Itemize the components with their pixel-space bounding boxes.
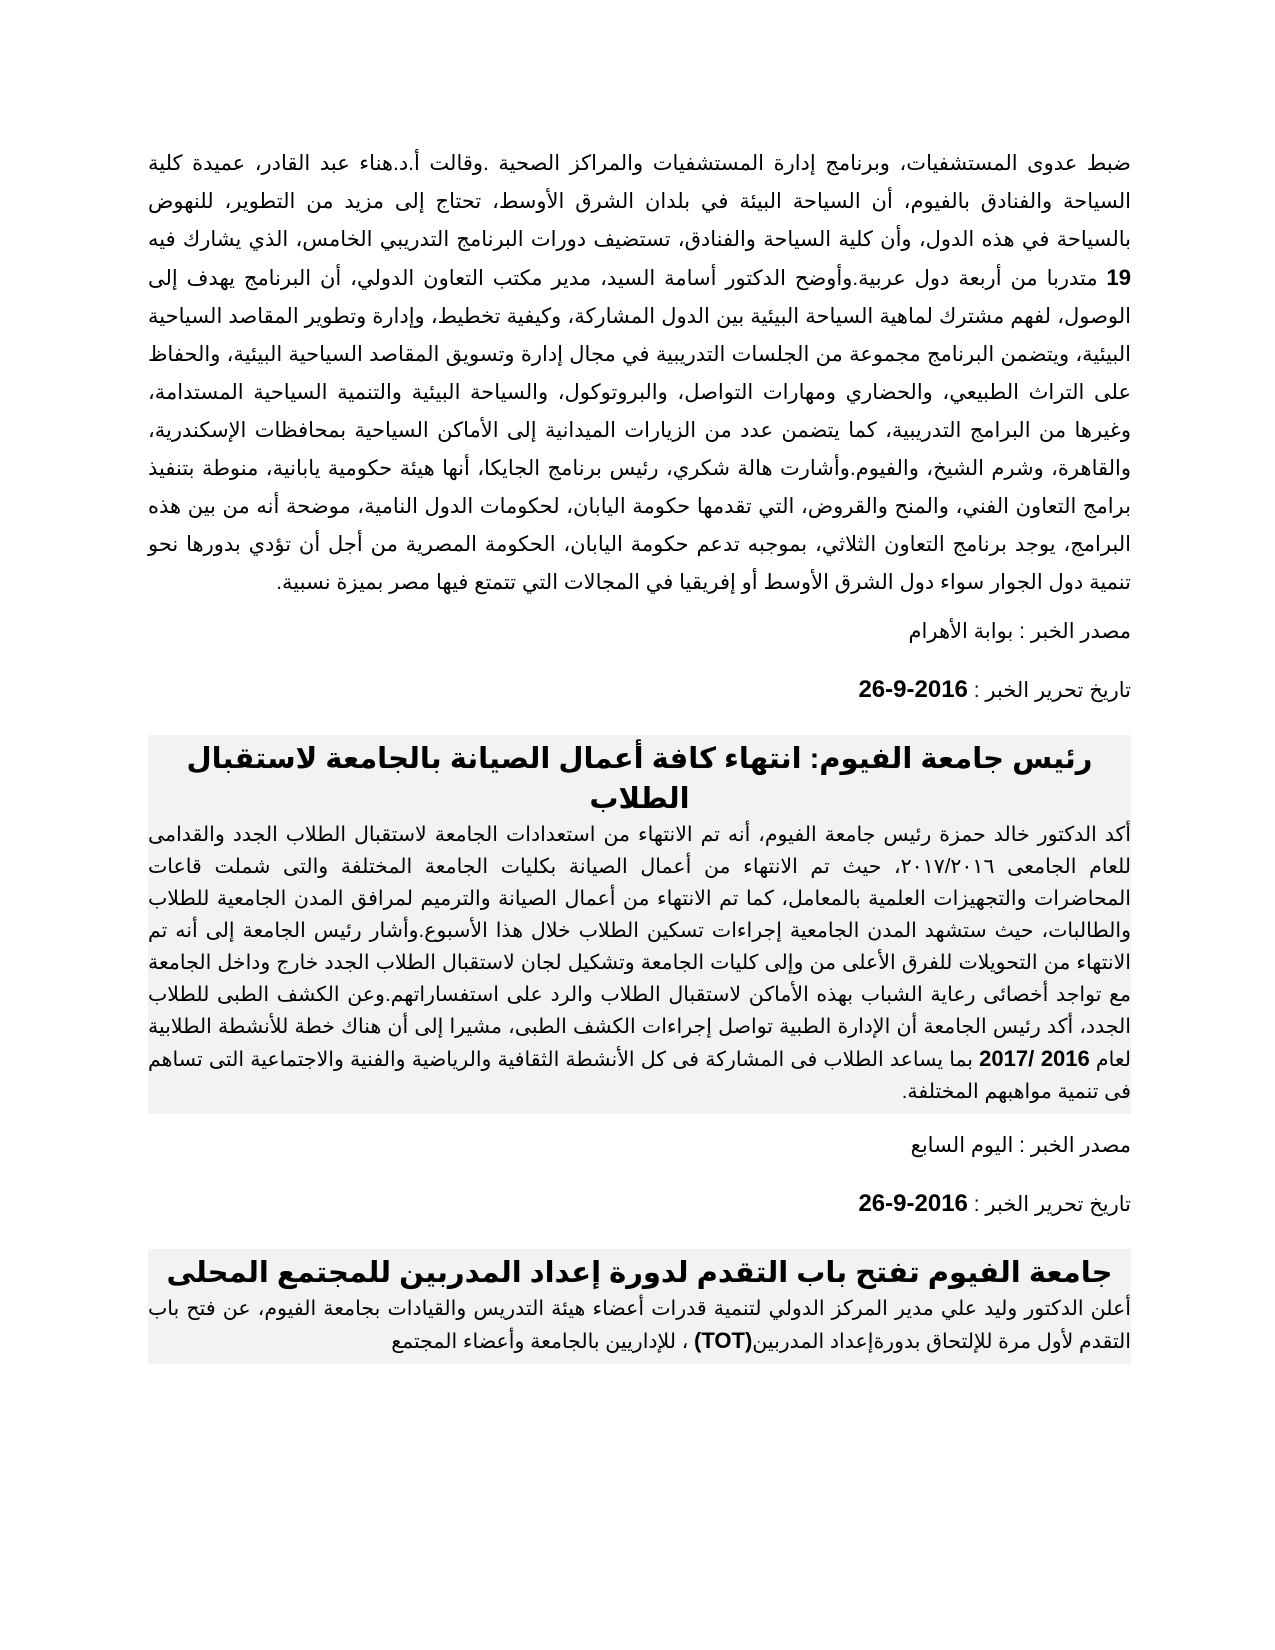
article2-body: أكد الدكتور خالد حمزة رئيس جامعة الفيوم، أنه تم الانتهاء من استعدادات الجامعة لاستقبال الطلاب الجدد والقدامى للعام الجامعى ٢٠١٧/٢٠١٦، حيث تم الانتهاء من أعمال الصيانة بكليات الجامعة المختلفة والتى شملت قاعات المحاضرات والتجهيزات العلمية بالمعامل، كما تم الانتهاء من أعمال الصيانة والترميم لمرافق المدن الجامعية للطلاب والطالبات، حيث ستشهد المدن الجامعية إجراءات تسكين الطلاب خلال هذا الأسبوع.وأشار رئيس الجامعة إلى أنه تم الانتهاء من التحويلات للفرق الأعلى من وإلى كليات الجامعة وتشكيل لجان لاستقبال الطلاب الجدد خارج وداخل الجامعة مع تواجد أخصائى رعاية الشباب بهذه الأماكن لاستقبال الطلاب والرد على استفساراتهم.وعن الكشف الطبى للطلاب الجدد، أكد رئيس الجامعة أن الإدارة الطبية تواصل إجراءات الكشف الطبى، مشيرا إلى أن هناك خطة للأنشطة الطلابية لعام 2016 /2017 بما يساعد الطلاب فى المشاركة فى كل الأنشطة الثقافية والرياضية والفنية والاجتماعية التى تساهم فى تنمية مواهبهم المختلفة.	[148, 823, 1131, 1103]
article2-title: رئيس جامعة الفيوم: انتهاء كافة أعمال الصيانة بالجامعة لاستقبال الطلاب	[186, 743, 1093, 815]
article1-source: مصدر الخبر : بوابة الأهرام	[908, 620, 1131, 643]
academic-year: 2016 /2017	[979, 1046, 1090, 1071]
article3-body: أعلن الدكتور وليد علي مدير المركز الدولي لتنمية قدرات أعضاء هيئة التدريس والقيادات بجامعة الفيوم، عن فتح باب التقدم لأول مرة للإلتحاق بدورةإعداد المدربين(TOT) ، للإداريين بالجامعة وأعضاء المجتمع	[148, 1297, 1131, 1353]
article2-date: تاريخ تحرير الخبر : 2016-9-26	[858, 1190, 1131, 1217]
article2-source: مصدر الخبر : اليوم السابع	[910, 1134, 1131, 1157]
article1-date: تاريخ تحرير الخبر : 2016-9-26	[858, 676, 1131, 703]
document-page	[148, 145, 1131, 1364]
article3-title: جامعة الفيوم تفتح باب التقدم لدورة إعداد المدربين للمجتمع المحلى	[166, 1257, 1113, 1289]
article1-body: ضبط عدوى المستشفيات، وبرنامج إدارة المستشفيات والمراكز الصحية .وقالت أ.د.هناء عبد القادر، عميدة كلية السياحة والفنادق بالفيوم، أن السياحة البيئة في بلدان الشرق الأوسط، تحتاج إلى مزيد من التطوير، للنهوض بالسياحة في هذه الدول، وأن كلية السياحة والفنادق، تستضيف دورات البرنامج التدريبي الخامس، الذي يشارك فيه 19 متدربا من أربعة دول عربية.وأوضح الدكتور أسامة السيد، مدير مكتب التعاون الدولي، أن البرنامج يهدف إلى الوصول، لفهم مشترك لماهية السياحة البيئية بين الدول المشاركة، وكيفية تخطيط، وإدارة وتطوير المقاصد السياحية البيئية، ويتضمن البرنامج مجموعة من الجلسات التدريبية في مجال إدارة وتسويق المقاصد السياحية البيئية، والحفاظ على التراث الطبيعي، والحضاري ومهارات التواصل، والبروتوكول، والسياحة البيئية والتنمية السياحية المستدامة، وغيرها من البرامج التدريبية، كما يتضمن عدد من الزيارات الميدانية إلى الأماكن السياحية بمحافظات الإسكندرية، والقاهرة، وشرم الشيخ، والفيوم.وأشارت هالة شكري، رئيس برنامج الجايكا، أنها هيئة حكومية يابانية، منوطة بتنفيذ برامج التعاون الفني، والمنح والقروض، التي تقدمها حكومة اليابان، لحكومات الدول النامية، موضحة أنه من بين هذه البرامج، يوجد برنامج التعاون الثلاثي، بموجبه تدعم حكومة اليابان، الحكومة المصرية من أجل أن تؤدي بدورها نحو تنمية دول الجوار سواء دول الشرق الأوسط أو إفريقيا في المجالات التي تتمتع فيها مصر بميزة نسبية.	[148, 152, 1131, 594]
article3-block	[148, 1249, 1131, 1364]
trainee-count: 19	[1106, 265, 1131, 290]
article2-block	[148, 735, 1131, 1114]
tot-label: (TOT)	[694, 1328, 753, 1353]
